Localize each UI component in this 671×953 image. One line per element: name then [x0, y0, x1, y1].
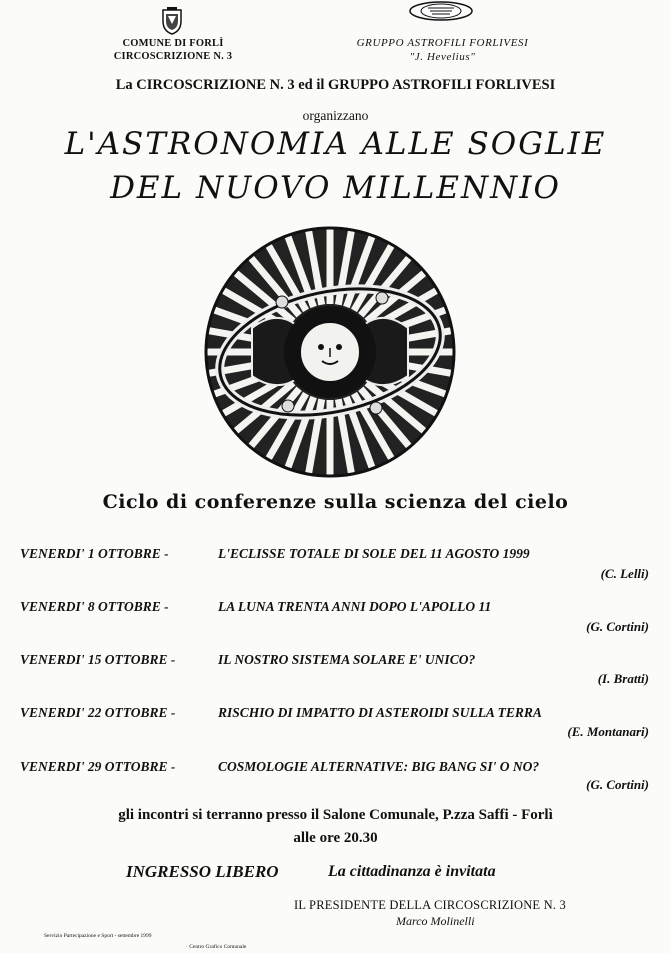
organizers-line: La CIRCOSCRIZIONE N. 3 ed il GRUPPO ASTROFILI FORLIVESI — [115, 77, 556, 93]
talk-title: IL NOSTRO SISTEMA SOLARE E' UNICO? — [218, 652, 476, 667]
footer-credit: Servizio Partecipazione e Sport - settembre 1999 — [44, 933, 152, 939]
president-name: Marco Molinelli — [396, 914, 475, 928]
venue-line: gli incontri si terranno presso il Salone Comunale, P.zza Saffi - Forlì — [118, 807, 553, 823]
talk-speaker: (C. Lelli) — [600, 566, 649, 581]
talk-row — [20, 546, 630, 566]
talk-row — [20, 652, 630, 672]
invitation-label: La cittadinanza è invitata — [328, 863, 496, 880]
gruppo-line1: GRUPPO ASTROFILI FORLIVESI — [356, 37, 529, 49]
talk-title: RISCHIO DI IMPATTO DI ASTEROIDI SULLA TERRA — [218, 705, 542, 720]
comune-line2: CIRCOSCRIZIONE N. 3 — [113, 51, 233, 62]
free-entry-label: INGRESSO LIBERO — [126, 862, 279, 881]
talk-row — [20, 599, 630, 619]
coat-of-arms-icon — [157, 6, 187, 36]
gruppo-line2: "J. Hevelius" — [409, 51, 476, 63]
page-title-line1: L'ASTRONOMIA ALLE SOGLIE — [64, 126, 607, 162]
comune-line1: COMUNE DI FORLÌ — [122, 38, 224, 49]
talk-speaker: (E. Montanari) — [567, 724, 649, 739]
talk-speaker: (G. Cortini) — [586, 777, 649, 792]
sun-cosmology-engraving-icon — [200, 220, 460, 485]
talk-date: VENERDI' 8 OTTOBRE - — [20, 599, 169, 614]
talk-date: VENERDI' 29 OTTOBRE - — [20, 759, 176, 774]
talk-row — [20, 759, 630, 779]
talk-title: LA LUNA TRENTA ANNI DOPO L'APOLLO 11 — [218, 599, 492, 614]
comune-label — [98, 37, 248, 63]
footer-printer: · Centro Grafico Comunale — [186, 944, 247, 950]
cycle-heading: Ciclo di conferenze sulla scienza del cielo — [102, 491, 569, 513]
page-title-line2: DEL NUOVO MILLENNIO — [110, 170, 561, 206]
organizzano-line: organizzano — [302, 108, 369, 123]
talk-row — [20, 705, 630, 725]
talk-speaker: (I. Bratti) — [597, 671, 649, 686]
talk-title: L'ECLISSE TOTALE DI SOLE DEL 11 AGOSTO 1999 — [218, 546, 530, 561]
talk-date: VENERDI' 15 OTTOBRE - — [20, 652, 176, 667]
talk-date: VENERDI' 22 OTTOBRE - — [20, 705, 176, 720]
gruppo-label — [330, 36, 555, 64]
talk-date: VENERDI' 1 OTTOBRE - — [20, 546, 169, 561]
talk-title: COSMOLOGIE ALTERNATIVE: BIG BANG SI' O NO? — [218, 759, 540, 774]
time-line: alle ore 20.30 — [293, 830, 378, 846]
president-title: IL PRESIDENTE DELLA CIRCOSCRIZIONE N. 3 — [294, 898, 566, 912]
oval-logo-icon — [408, 0, 474, 22]
talk-speaker: (G. Cortini) — [586, 619, 649, 634]
